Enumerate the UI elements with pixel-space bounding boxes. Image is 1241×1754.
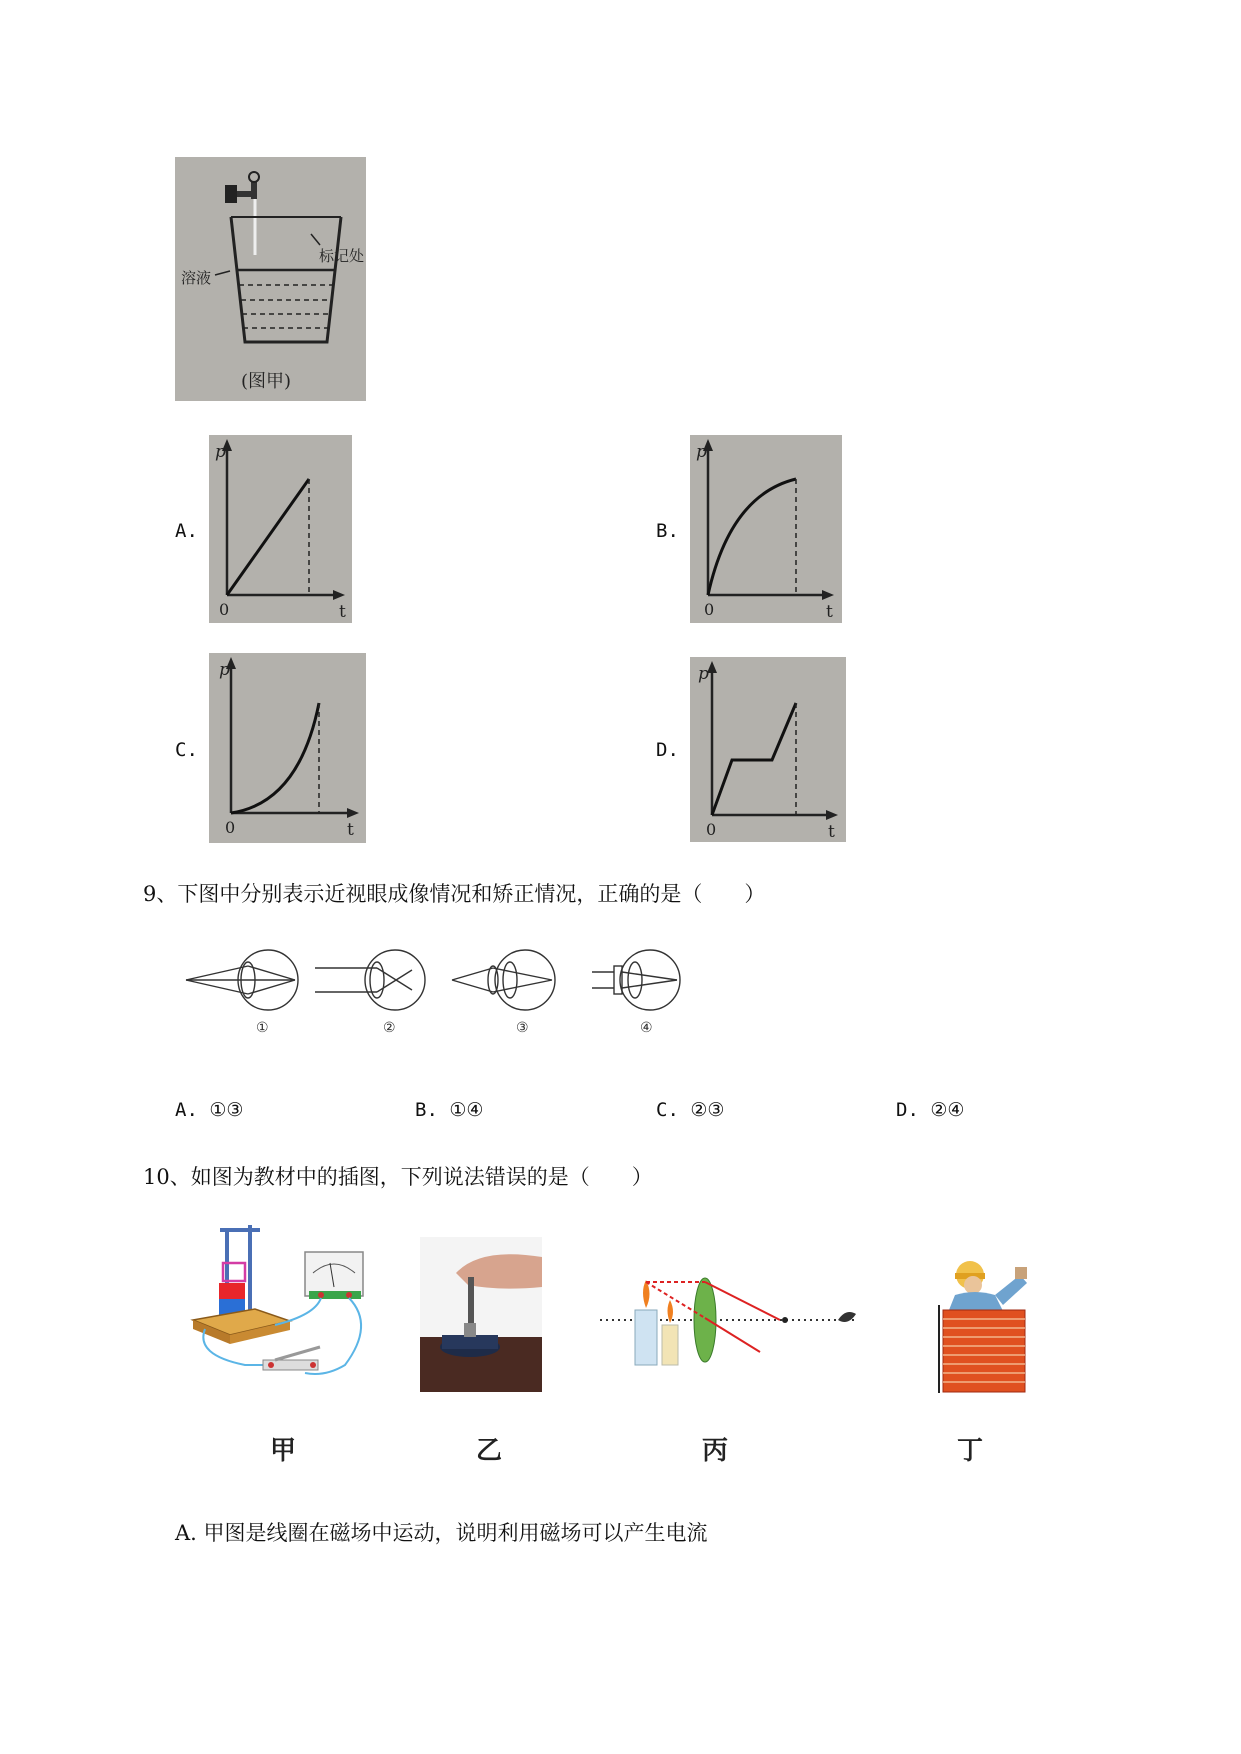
figure-bricklayer bbox=[935, 1255, 1040, 1395]
graph-b-origin: 0 bbox=[704, 600, 715, 619]
figure-generator bbox=[185, 1225, 385, 1385]
graph-c-yaxis: p bbox=[219, 660, 230, 680]
graph-c-xaxis: t bbox=[347, 820, 354, 840]
graph-b-yaxis: p bbox=[696, 442, 707, 462]
graph-a-yaxis: p bbox=[215, 442, 226, 462]
q9-option-a bbox=[175, 1099, 243, 1121]
graph-d-xaxis: t bbox=[828, 822, 835, 842]
figure-spirit-lamp bbox=[420, 1237, 542, 1392]
q10-question: 10、如图为教材中的插图，下列说法错误的是（ ） bbox=[143, 1165, 653, 1189]
graph-c-origin: 0 bbox=[225, 818, 236, 837]
eye-label-4: ④ bbox=[640, 1020, 653, 1036]
graph-b bbox=[690, 435, 842, 623]
graph-a bbox=[209, 435, 352, 623]
caption-yi: 乙 bbox=[476, 1436, 503, 1466]
label-marker: 标记处 bbox=[319, 247, 365, 265]
eye-label-3: ③ bbox=[516, 1020, 529, 1036]
eye-label-1: ① bbox=[256, 1020, 269, 1036]
eye-diagram-3 bbox=[452, 950, 555, 1010]
eye-diagram-1 bbox=[186, 950, 298, 1010]
option-a-letter: A. bbox=[175, 520, 198, 542]
caption-bing: 丙 bbox=[702, 1436, 729, 1466]
graph-d-yaxis: p bbox=[698, 664, 709, 684]
q9-option-c bbox=[656, 1099, 724, 1121]
q9-option-a-letter: A. bbox=[175, 1099, 198, 1121]
graph-a-xaxis: t bbox=[339, 602, 346, 622]
eye-diagrams bbox=[180, 940, 720, 1040]
eye-diagram-4 bbox=[592, 950, 680, 1010]
graph-c bbox=[209, 653, 366, 843]
q9-option-d-text: ②④ bbox=[930, 1099, 965, 1121]
q9-option-c-letter: C. bbox=[656, 1099, 679, 1121]
graph-a-origin: 0 bbox=[219, 600, 230, 619]
q9-option-d-letter: D. bbox=[896, 1099, 919, 1121]
figure-jia-caption: (图甲) bbox=[241, 371, 292, 392]
graph-b-xaxis: t bbox=[826, 602, 833, 622]
q9-option-c-text: ②③ bbox=[690, 1099, 725, 1121]
graph-d-origin: 0 bbox=[706, 820, 717, 839]
q10-option-a: A. 甲图是线圈在磁场中运动，说明利用磁场可以产生电流 bbox=[175, 1521, 708, 1545]
beaker-faucet-diagram bbox=[175, 157, 366, 401]
caption-jia: 甲 bbox=[270, 1436, 297, 1466]
caption-ding: 丁 bbox=[957, 1436, 984, 1466]
brick-wall bbox=[943, 1310, 1025, 1392]
graph-d bbox=[690, 657, 846, 842]
option-b-letter: B. bbox=[656, 520, 679, 542]
figure-lens-candles bbox=[600, 1270, 870, 1380]
q9-question: 9、下图中分别表示近视眼成像情况和矫正情况，正确的是（ ） bbox=[143, 882, 766, 906]
figure-jia-photo bbox=[175, 157, 366, 401]
q9-option-b-text: ①④ bbox=[449, 1099, 484, 1121]
q9-option-b bbox=[415, 1099, 483, 1121]
eye-label-2: ② bbox=[383, 1020, 396, 1036]
q9-option-b-letter: B. bbox=[415, 1099, 438, 1121]
option-d-letter: D. bbox=[656, 739, 679, 761]
option-c-letter: C. bbox=[175, 739, 198, 761]
q9-option-d bbox=[896, 1099, 964, 1121]
label-solution: 溶液 bbox=[181, 269, 212, 287]
eye-diagram-2 bbox=[315, 950, 425, 1010]
q9-option-a-text: ①③ bbox=[209, 1099, 244, 1121]
